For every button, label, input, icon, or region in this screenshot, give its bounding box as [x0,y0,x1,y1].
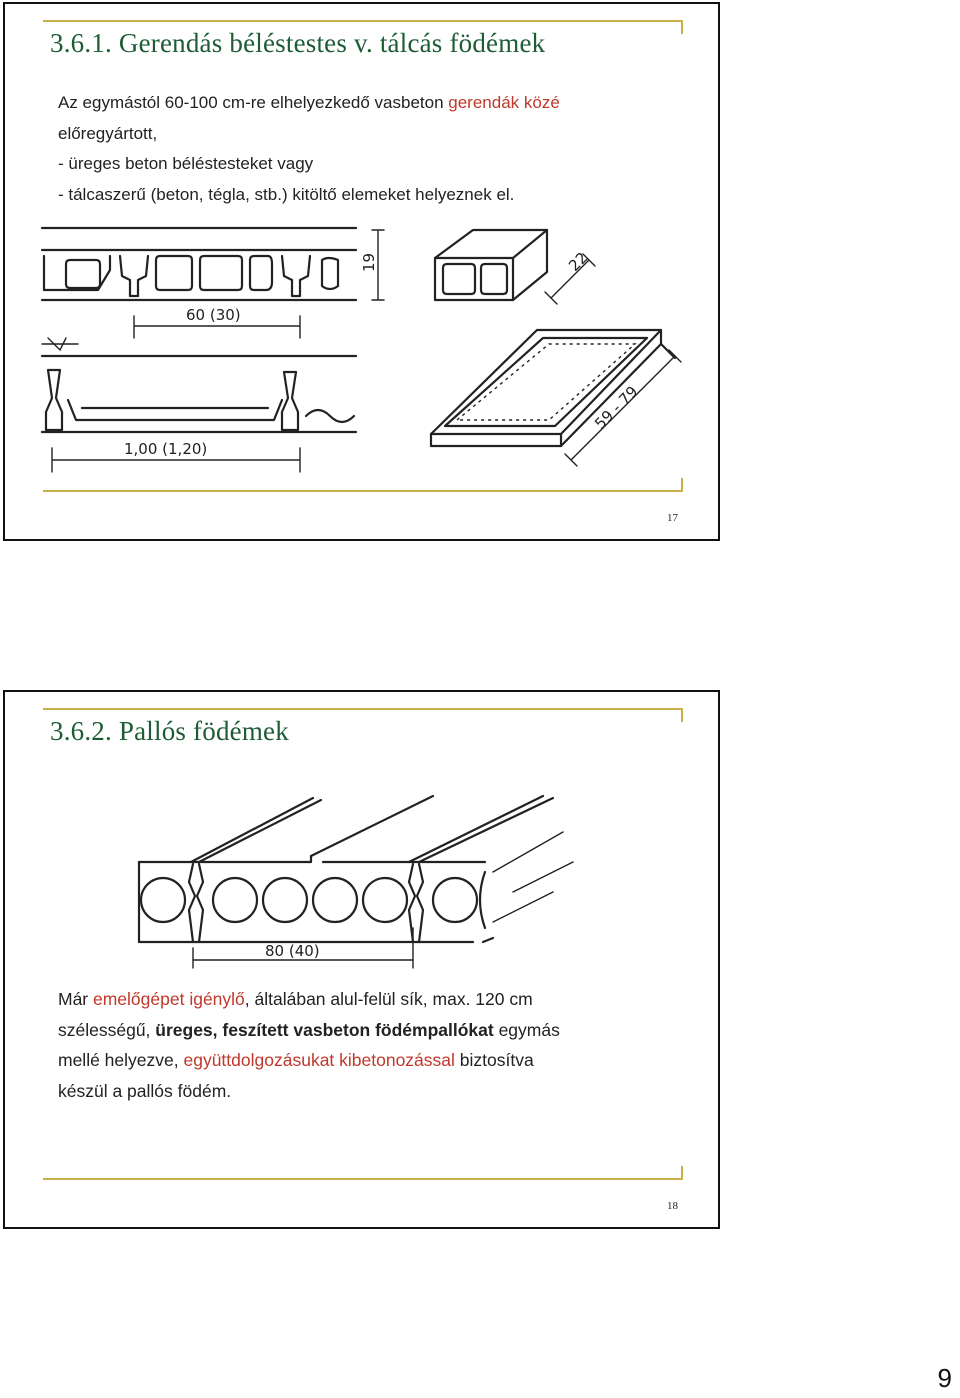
text-span: Az egymástól 60-100 cm-re elhelyezkedő vasbeton [58,93,449,112]
bold-text: üreges, feszített vasbeton födémpallókat [155,1019,494,1040]
dim-span-label: 1,00 (1,20) [124,440,208,458]
slide-title: 3.6.1. Gerendás béléstestes v. tálcás födémek [50,28,546,58]
top-rule [43,708,683,710]
text-line: - üreges beton béléstesteket vagy [58,154,314,173]
text-line [58,984,698,1015]
dim-plank-width-label: 80 (40) [265,942,320,960]
dim-block-height-label: 22 [565,248,592,275]
text-span: , általában alul-felül sík, max. 120 cm [244,989,533,1009]
bottom-rule [43,1178,683,1180]
dim-tray-length-label: 59 - 79 [591,382,642,433]
highlight-text: emelőgépet igénylő [93,989,245,1009]
bottom-rule [43,490,683,492]
dim-height-label: 19 [360,252,378,272]
dim-spacing-label: 60 (30) [186,306,241,324]
text-line [58,1015,698,1046]
text-span: biztosítva [454,1050,534,1070]
text-line: előregyártott, [58,123,158,143]
text-span: Már [58,989,93,1009]
slide-title: 3.6.2. Pallós födémek [50,716,289,746]
text-span: szélességű, [58,1019,156,1040]
block-and-tray-drawing [425,220,685,480]
slide-page-number: 18 [667,1200,678,1212]
document-page-number: 9 [937,1363,952,1393]
top-rule [43,20,683,22]
text-line [58,88,698,119]
slide-17 [3,2,720,541]
text-line: készül a pallós födém. [58,1080,232,1101]
text-span: egymás [493,1019,560,1040]
slide-body-text [58,88,698,210]
slide-18 [3,690,720,1229]
hollow-core-plank-drawing [133,792,603,972]
text-span: mellé helyezve, [58,1050,184,1070]
slide-body-text [58,984,698,1106]
text-line [58,1045,698,1076]
highlight-text: gerendák közé [448,93,560,112]
text-line: - tálcaszerű (beton, tégla, stb.) kitöltő elemeket helyeznek el. [58,184,515,204]
highlight-text: együttdolgozásukat kibetonozással [183,1050,455,1070]
beam-block-section-drawing [38,220,378,480]
slide-page-number: 17 [667,512,678,524]
